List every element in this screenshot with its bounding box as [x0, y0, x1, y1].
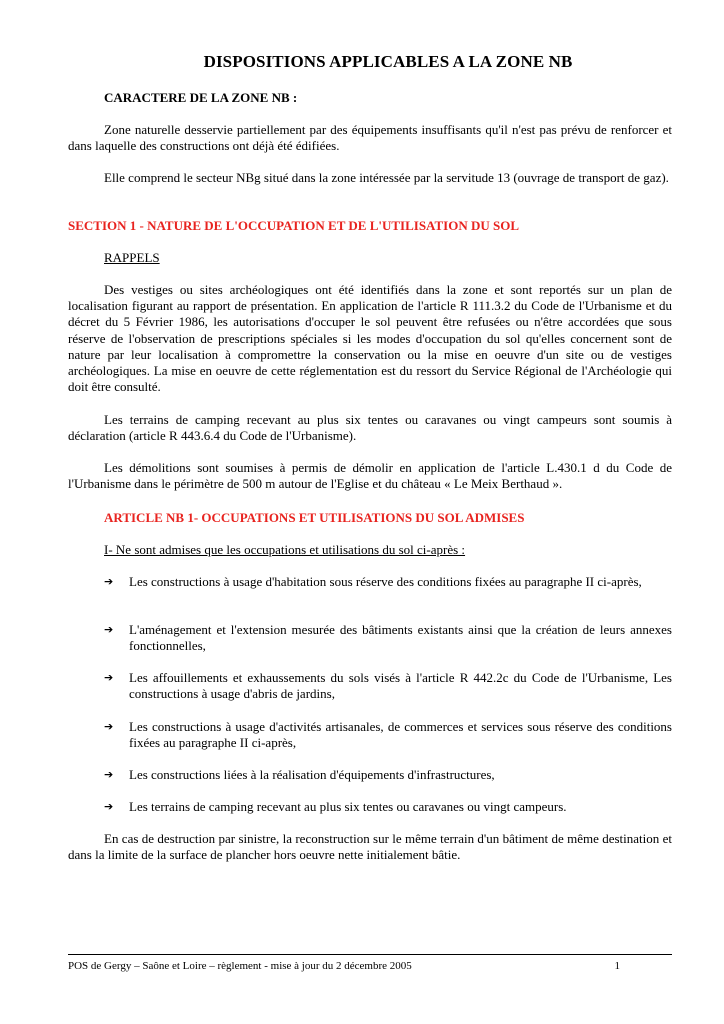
- list-item: [104, 622, 672, 654]
- paragraph-reconstruction: [68, 831, 672, 863]
- paragraph-secteur: [68, 170, 672, 186]
- paragraph-text: Des vestiges ou sites archéologiques ont été identifiés dans la zone et sont reportés sur un plan de localisation figurant au rapport de présentation. En application de l'article R 111.3.2 du Code de l'Urbanisme et du décret du 5 Février 1986, les autorisations d'occuper le sol peuvent être refusées ou n'être accordées que sous réserve de l'observation de prescriptions spéciales si les modes d'occupation du sol qu'elles concernent sont de nature par leur localisation à compromettre la conservation ou la mise en oeuvre d'un site ou de vestiges archéologiques. La mise en oeuvre de cette réglementation est du ressort du Service Régional de l'Archéologie qui doit être consulté.: [68, 282, 672, 395]
- paragraph-text: Les démolitions sont soumises à permis de démolir en application de l'article L.430.1 d du Code de l'Urbanisme dans le périmètre de 500 m autour de l'Eglise et du château « Le Meix Berthaud ».: [68, 460, 672, 492]
- list-item: [104, 670, 672, 702]
- article-nb1-heading: ARTICLE NB 1- OCCUPATIONS ET UTILISATIONS DU SOL ADMISES: [104, 510, 525, 525]
- list-item: [104, 719, 672, 751]
- paragraph-text: Elle comprend le secteur NBg situé dans la zone intéressée par la servitude 13 (ouvrage de transport de gaz).: [104, 170, 669, 185]
- list-item: [104, 767, 672, 783]
- arrow-right-icon: ➔: [104, 575, 114, 588]
- page-footer: [68, 959, 672, 973]
- paragraph-archeologie: [68, 282, 672, 395]
- paragraph-text: En cas de destruction par sinistre, la reconstruction sur le même terrain d'un bâtiment de même destination et dans la limite de la surface de plancher hors oeuvre nette initialement bâtie.: [68, 831, 672, 863]
- page-number: 1: [614, 960, 620, 972]
- paragraph-camping: [68, 412, 672, 444]
- arrow-right-icon: ➔: [104, 623, 114, 636]
- footer-text: POS de Gergy – Saône et Loire – règlement - mise à jour du 2 décembre 2005: [68, 960, 412, 972]
- page-title: DISPOSITIONS APPLICABLES A LA ZONE NB: [203, 52, 573, 71]
- list-item-text: Les constructions liées à la réalisation d'équipements d'infrastructures,: [129, 767, 495, 782]
- list-item-text: Les terrains de camping recevant au plus six tentes ou caravanes ou vingt campeurs.: [129, 799, 567, 814]
- list-item-text: Les affouillements et exhaussements du sols visés à l'article R 442.2c du Code de l'Urbanisme, Les constructions à usage d'abris de jardins,: [129, 670, 672, 702]
- section-1-heading: SECTION 1 - NATURE DE L'OCCUPATION ET DE L'UTILISATION DU SOL: [68, 218, 519, 233]
- article-subheading: I- Ne sont admises que les occupations et utilisations du sol ci-après :: [104, 542, 466, 557]
- arrow-right-icon: ➔: [104, 720, 114, 733]
- paragraph-zone-description: [68, 122, 672, 154]
- list-item-text: Les constructions à usage d'activités artisanales, de commerces et services sous réserve des conditions fixées au paragraphe II ci-après,: [129, 719, 672, 751]
- list-item-text: Les constructions à usage d'habitation sous réserve des conditions fixées au paragraphe II ci-après,: [129, 574, 642, 589]
- arrow-right-icon: ➔: [104, 800, 114, 813]
- list-item: [104, 799, 672, 815]
- footer-divider: [68, 954, 672, 955]
- arrow-right-icon: ➔: [104, 671, 114, 684]
- list-item: [104, 574, 672, 590]
- caractere-heading: CARACTERE DE LA ZONE NB :: [104, 90, 298, 105]
- paragraph-demolitions: [68, 460, 672, 492]
- paragraph-text: Les terrains de camping recevant au plus six tentes ou caravanes ou vingt campeurs sont soumis à déclaration (article R 443.6.4 du Code de l'Urbanisme).: [68, 412, 672, 444]
- rappels-heading: RAPPELS: [104, 250, 160, 265]
- document-page: [68, 0, 672, 1024]
- list-item-text: L'aménagement et l'extension mesurée des bâtiments existants ainsi que la création de leurs annexes fonctionnelles,: [129, 622, 672, 654]
- paragraph-text: Zone naturelle desservie partiellement par des équipements insuffisants qu'il n'est pas prévu de renforcer et dans laquelle des constructions ont déjà été édifiées.: [68, 122, 672, 154]
- arrow-right-icon: ➔: [104, 768, 114, 781]
